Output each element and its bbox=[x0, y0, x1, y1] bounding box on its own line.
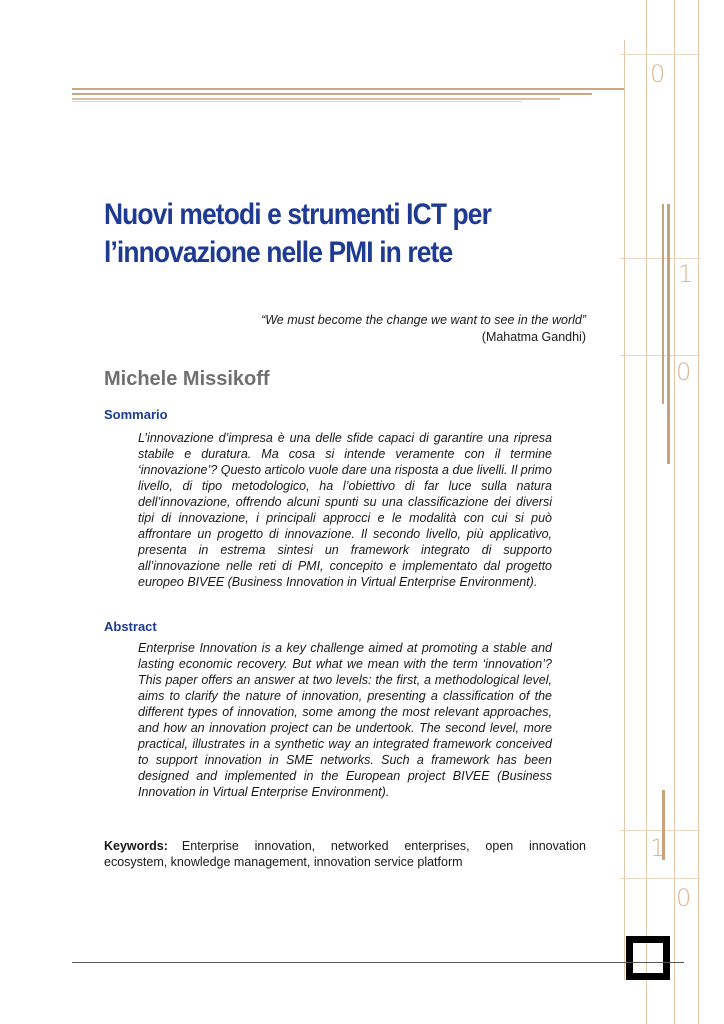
bottom-rule bbox=[72, 962, 684, 963]
epigraph-quote: “We must become the change we want to see in the world” bbox=[261, 313, 586, 327]
binary-digit: 1 bbox=[650, 834, 666, 862]
accent-bar-upper-2 bbox=[667, 204, 670, 464]
epigraph bbox=[104, 312, 586, 346]
sommario-heading: Sommario bbox=[104, 407, 168, 422]
paper-title bbox=[104, 196, 544, 272]
keywords-label: Keywords: bbox=[104, 839, 168, 853]
sommario-text: L’innovazione d’impresa è una delle sfide capaci di garantire una ripresa stabile e duratura. Ma cosa si intende veramente con il termine ‘innovazione’? Questo articolo vuole dare una risposta a due livelli. Il primo livello, di tipo metodologico, ha l’obiettivo di far luce sulla natura dell’innovazione, offrendo alcuni spunti su una classificazione dei diversi tipi di innovazione, i principali approcci e le modalità con cui si può affrontare un progetto di innovazione. Il secondo livello, più applicativo, presenta in estrema sintesi un framework integrato di supporto all’innovazione nelle reti di PMI, concepito e implementato dal progetto europeo BIVEE (Business Innovation in Virtual Enterprise Environment). bbox=[138, 431, 552, 589]
keywords-text: Enterprise innovation, networked enterprises, open innovation ecosystem, knowledge management, innovation service platform bbox=[104, 839, 586, 869]
title-line-1: Nuovi metodi e strumenti ICT per bbox=[104, 198, 491, 231]
title-line-2: l’innovazione nelle PMI in rete bbox=[104, 236, 453, 269]
binary-digit: 0 bbox=[650, 60, 666, 88]
keywords bbox=[104, 838, 586, 870]
author-name: Michele Missikoff bbox=[104, 368, 270, 390]
accent-bar-upper bbox=[662, 204, 664, 404]
black-square-logo bbox=[626, 936, 670, 980]
binary-digit: 0 bbox=[676, 358, 692, 386]
binary-digit: 0 bbox=[676, 884, 692, 912]
binary-digit: 1 bbox=[678, 260, 694, 288]
abstract-text: Enterprise Innovation is a key challenge aimed at promoting a stable and lasting economic recovery. But what we mean with the term ‘innovation’? This paper offers an answer at two levels: the first, a methodological level, aims to clarify the nature of innovation, presenting a classification of the different types of innovation, some among the most relevant approaches, and how an innovation project can be undertook. The second level, more practical, illustrates in a synthetic way an integrated framework conceived to support innovation in SME networks. Such a framework has been designed and implemented in the European project BIVEE (Business Innovation in Virtual Enterprise Environment). bbox=[138, 641, 552, 799]
epigraph-author: (Mahatma Gandhi) bbox=[481, 330, 586, 344]
abstract-heading: Abstract bbox=[104, 619, 157, 634]
